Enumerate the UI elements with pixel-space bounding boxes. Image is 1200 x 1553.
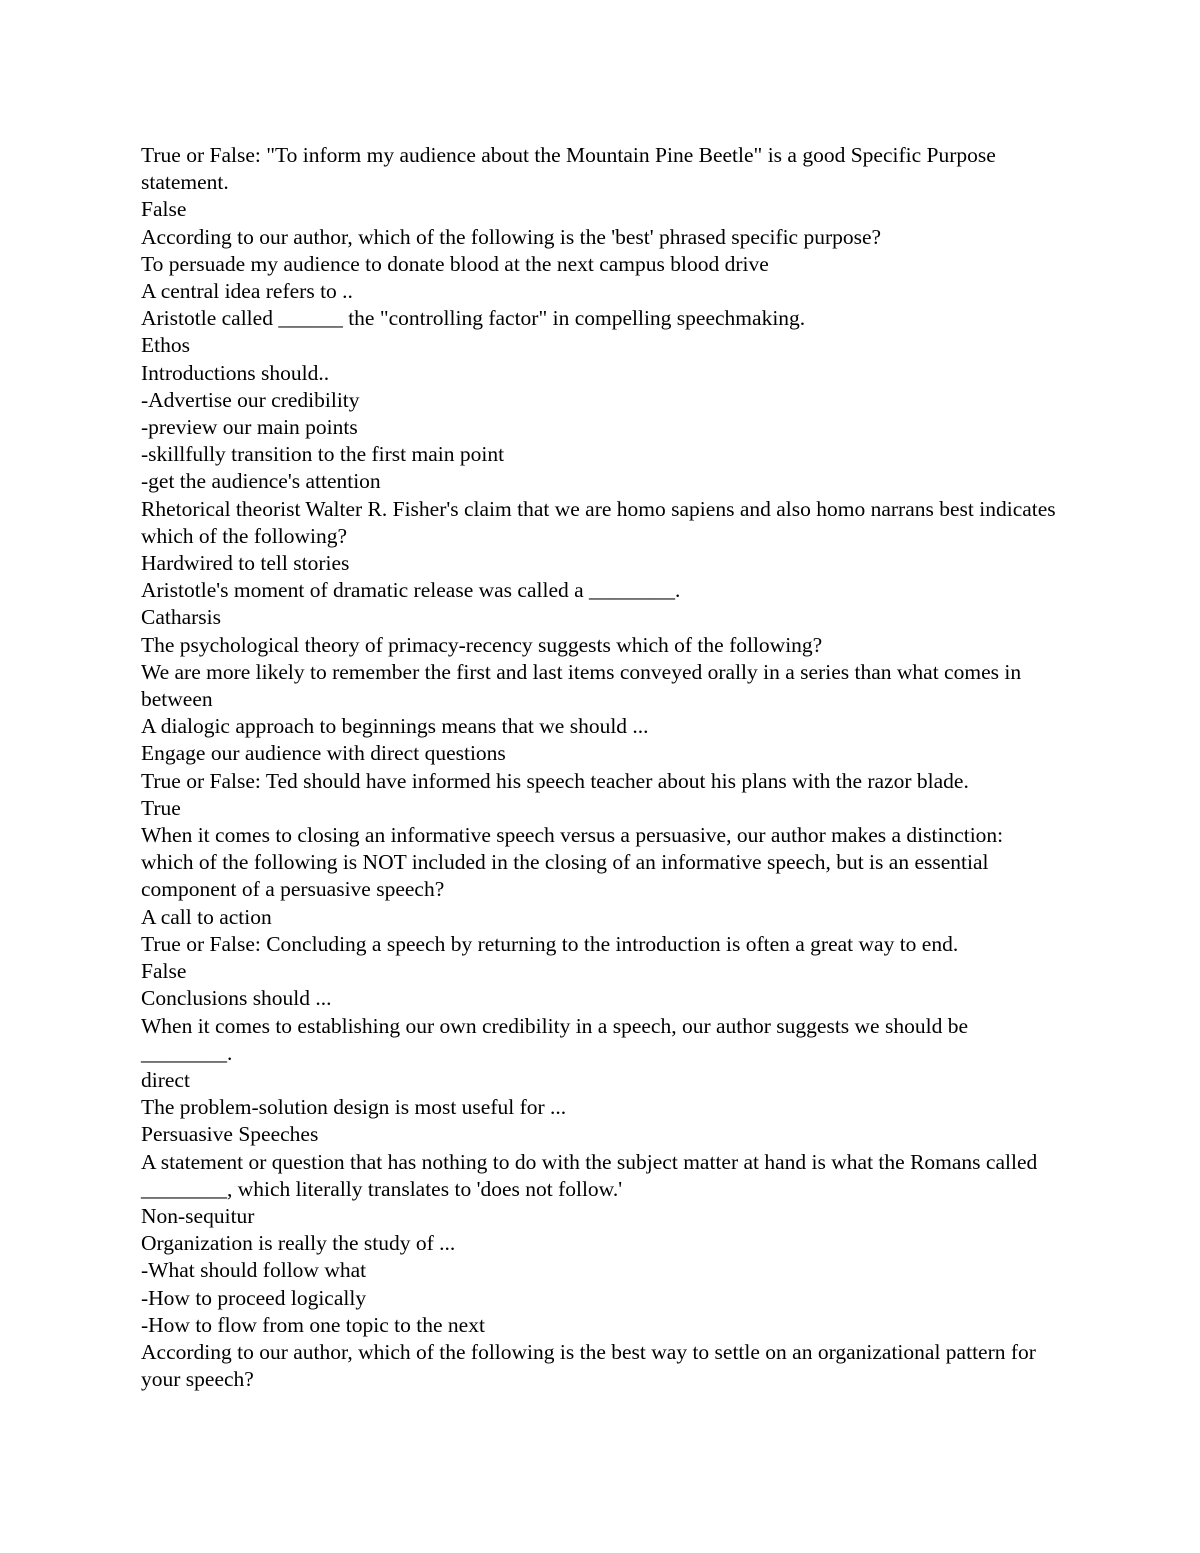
answer-list-item: -How to flow from one topic to the next <box>141 1312 485 1337</box>
document-body <box>141 142 1061 1393</box>
question-text: Rhetorical theorist Walter R. Fisher's claim that we are homo sapiens and also homo narrans best indicates which of the following? <box>141 496 1056 548</box>
answer-text: True <box>141 795 181 820</box>
answer-text: Non-sequitur <box>141 1203 255 1228</box>
answer-text: direct <box>141 1067 190 1092</box>
question-text: True or False: Ted should have informed his speech teacher about his plans with the razor blade. <box>141 768 969 793</box>
question-text: Aristotle called ______ the "controlling factor" in compelling speechmaking. <box>141 306 806 331</box>
answer-text: Ethos <box>141 333 190 358</box>
question-text: Aristotle's moment of dramatic release was called a ________. <box>141 578 681 603</box>
question-text: According to our author, which of the following is the best way to settle on an organizational pattern for your speech? <box>141 1339 1036 1392</box>
question-text: Conclusions should ... <box>141 986 332 1011</box>
question-text: A statement or question that has nothing to do with the subject matter at hand is what the Romans called ________, which literally translates to 'does not follow.' <box>141 1149 1038 1201</box>
answer-text: Engage our audience with direct questions <box>141 741 506 766</box>
question-text: Introductions should.. <box>141 360 330 385</box>
answer-list-item: -skillfully transition to the first main point <box>141 442 505 467</box>
question-text: True or False: Concluding a speech by returning to the introduction is often a great way to end. <box>141 931 959 956</box>
question-text: A central idea refers to .. <box>141 279 353 304</box>
answer-list-item: -How to proceed logically <box>141 1285 367 1310</box>
question-text: Organization is really the study of ... <box>141 1231 456 1256</box>
answer-text: False <box>141 197 187 222</box>
answer-text: Catharsis <box>141 605 222 630</box>
answer-list-item: -What should follow what <box>141 1258 367 1283</box>
answer-text: False <box>141 959 187 984</box>
question-text: When it comes to establishing our own credibility in a speech, our author suggests we should be ________. <box>141 1013 968 1065</box>
answer-text: We are more likely to remember the first and last items conveyed orally in a series than what comes in between <box>141 659 1022 712</box>
answer-text: To persuade my audience to donate blood at the next campus blood drive <box>141 251 769 276</box>
answer-text: A call to action <box>141 904 272 929</box>
answer-list-item: -Advertise our credibility <box>141 387 360 412</box>
question-text: A dialogic approach to beginnings means that we should ... <box>141 714 649 739</box>
question-text: When it comes to closing an informative speech versus a persuasive, our author makes a distinction: which of the following is NOT included in the closing of an informative speech, but is an essential component of a persuasive speech? <box>141 823 1004 902</box>
answer-list-item: -get the audience's attention <box>141 469 381 494</box>
question-text: True or False: "To inform my audience about the Mountain Pine Beetle" is a good Specific Purpose statement. <box>141 143 996 195</box>
question-text: The psychological theory of primacy-recency suggests which of the following? <box>141 632 823 657</box>
answer-text: Hardwired to tell stories <box>141 551 350 576</box>
answer-list-item: -preview our main points <box>141 415 358 440</box>
question-text: The problem-solution design is most useful for ... <box>141 1095 567 1120</box>
answer-text: Persuasive Speeches <box>141 1122 319 1147</box>
question-text: According to our author, which of the following is the 'best' phrased specific purpose? <box>141 224 882 249</box>
